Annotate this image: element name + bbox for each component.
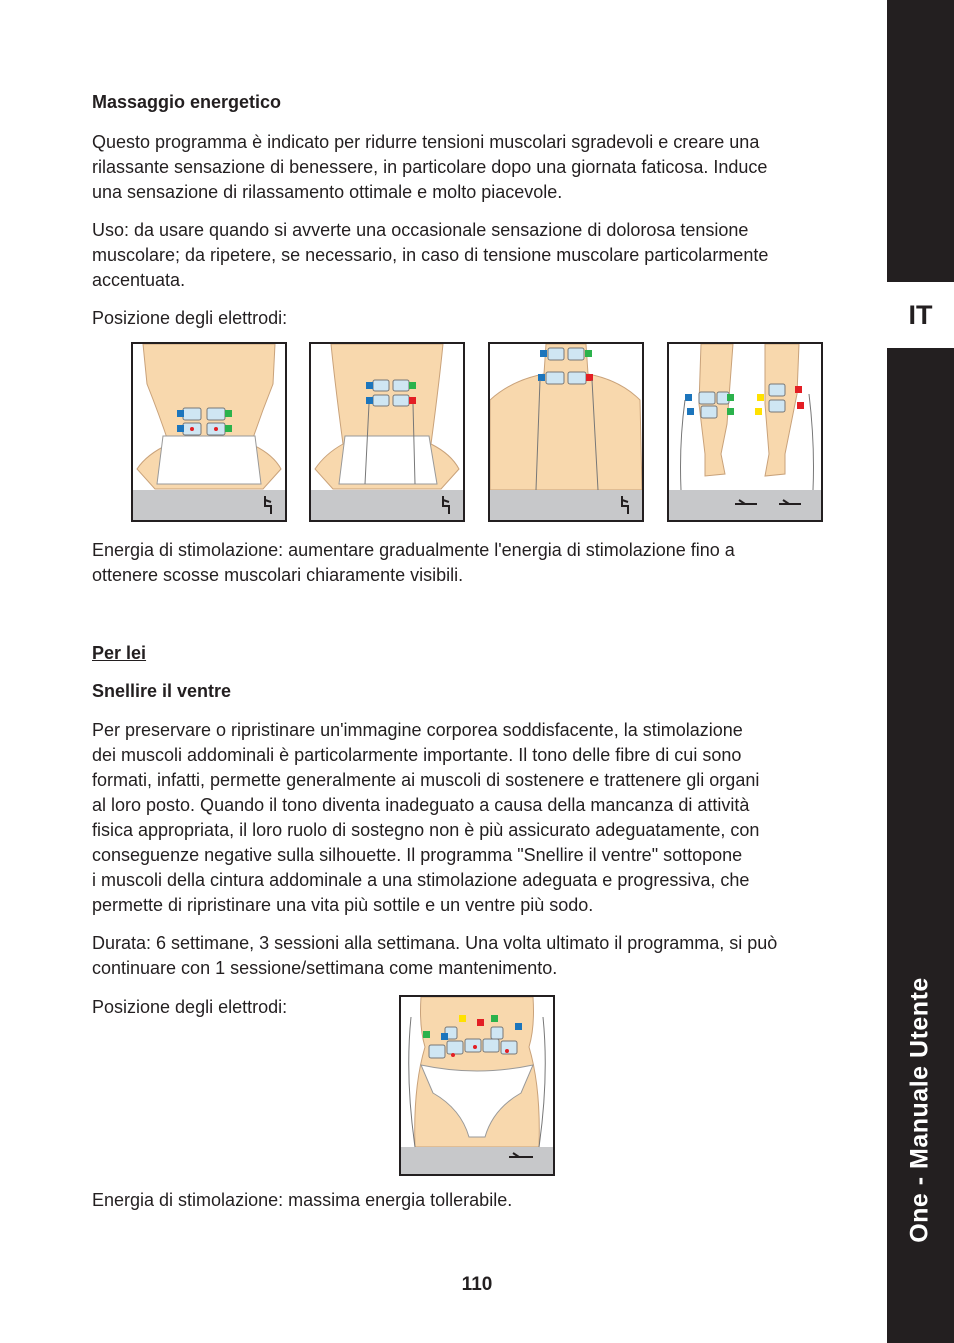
energy-paragraph: Energia di stimolazione: massima energia tollerabile. — [92, 1190, 513, 1210]
text-line: muscolare; da ripetere, se necessario, in caso di tensione muscolare particolarmente — [92, 245, 769, 265]
duration-paragraph — [92, 931, 842, 981]
electrodes-label: Posizione degli elettrodi: — [92, 997, 288, 1017]
text-line: rilassante sensazione di benessere, in particolare dopo una giornata faticosa. Induce — [92, 157, 768, 177]
text-line: permette di ripristinare una vita più sottile e un ventre più sodo. — [92, 895, 594, 915]
text-line: i muscoli della cintura addominale a una stimolazione adeguata e progressiva, che — [92, 870, 750, 890]
text-line: al loro posto. Quando il tono diventa inadeguato a causa della mancanza di attività — [92, 795, 750, 815]
electrodes-label: Posizione degli elettrodi: — [92, 308, 288, 328]
electrode-figure-abdomen — [399, 995, 555, 1176]
text-line: Questo programma è indicato per ridurre tensioni muscolari sgradevoli e creare una — [92, 132, 760, 152]
text-line: accentuata. — [92, 270, 186, 290]
text-line: una sensazione di rilassamento ottimale e molto piacevole. — [92, 182, 563, 202]
manual-title: One - Manuale Utente — [905, 977, 934, 1243]
language-tab: IT — [887, 282, 954, 348]
category-heading: Per lei — [92, 643, 147, 663]
text-line: fisica appropriata, il loro ruolo di sostegno non è più assicurato adeguatamente, con — [92, 820, 760, 840]
text-line: Energia di stimolazione: aumentare gradualmente l'energia di stimolazione fino a — [92, 540, 735, 560]
text-line: Durata: 6 settimane, 3 sessioni alla settimana. Una volta ultimato il programma, si può — [92, 933, 778, 953]
section-heading: Massaggio energetico — [92, 92, 282, 112]
text-line: formati, infatti, permette generalmente ai muscoli di sostenere e trattenere gli organi — [92, 770, 760, 790]
text-line: conseguenze negative sulla silhouette. Il programma "Snellire il ventre" sottopone — [92, 845, 743, 865]
text-line: continuare con 1 sessione/settimana come mantenimento. — [92, 958, 558, 978]
electrode-figure-mid-back — [309, 342, 465, 522]
electrode-figure-neck — [488, 342, 644, 522]
text-line: dei muscoli addominali è particolarmente importante. Il tono delle fibre di cui sono — [92, 745, 742, 765]
text-line: Per preservare o ripristinare un'immagine corporea soddisfacente, la stimolazione — [92, 720, 743, 740]
energy-paragraph — [92, 538, 842, 588]
usage-paragraph — [92, 218, 842, 293]
description-paragraph — [92, 718, 842, 918]
description-paragraph — [92, 130, 842, 205]
electrode-figure-lower-back — [131, 342, 287, 522]
electrode-figure-calves — [667, 342, 823, 522]
text-line: ottenere scosse muscolari chiaramente visibili. — [92, 565, 464, 585]
section-heading: Snellire il ventre — [92, 681, 232, 701]
text-line: Uso: da usare quando si avverte una occasionale sensazione di dolorosa tensione — [92, 220, 749, 240]
page-number: 110 — [461, 1274, 493, 1295]
